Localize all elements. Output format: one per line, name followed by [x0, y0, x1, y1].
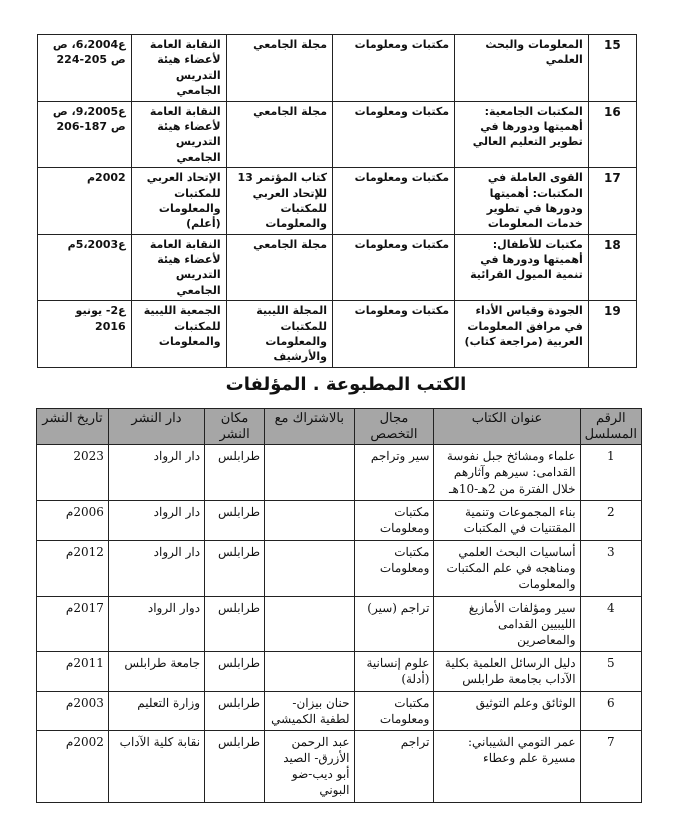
- header-coauthors: بالاشتراك مع: [265, 409, 354, 445]
- book-date: 2017م: [37, 596, 109, 652]
- table-row: [37, 652, 642, 691]
- book-date: 2003م: [37, 691, 109, 730]
- book-title: عمر التومي الشيباني: مسيرة علم وعطاء: [434, 730, 580, 802]
- book-date: 2002م: [37, 730, 109, 802]
- paper-date: ع2- يونيو 2016: [38, 301, 132, 368]
- paper-date: ع9،2005، ص ص 187-206: [38, 101, 132, 168]
- paper-number: 18: [588, 234, 636, 301]
- paper-field: مكتبات ومعلومات: [333, 35, 455, 102]
- table-row: [37, 596, 642, 652]
- book-number: 2: [580, 501, 641, 540]
- header-date: تاريخ النشر: [37, 409, 109, 445]
- paper-title: القوى العاملة في المكتبات: أهميتها ودورها في تطوير خدمات المعلومات: [455, 168, 589, 235]
- book-coauthors: [265, 445, 354, 501]
- header-publisher: دار النشر: [108, 409, 204, 445]
- book-date: 2023: [37, 445, 109, 501]
- table-row: [37, 691, 642, 730]
- book-publisher: دار الرواد: [108, 445, 204, 501]
- book-date: 2012م: [37, 540, 109, 596]
- book-place: طرابلس: [205, 596, 265, 652]
- book-field: تراجم (سير): [354, 596, 434, 652]
- paper-publisher: الإتحاد العربي للمكتبات والمعلومات (أعلم): [131, 168, 226, 235]
- book-title: دليل الرسائل العلمية بكلية الآداب بجامعة طرابلس: [434, 652, 580, 691]
- paper-venue: مجلة الجامعي: [226, 101, 332, 168]
- table-row: [37, 730, 642, 802]
- paper-field: مكتبات ومعلومات: [333, 234, 455, 301]
- book-field: علوم إنسانية (أدلة): [354, 652, 434, 691]
- header-place: مكان النشر: [205, 409, 265, 445]
- book-place: طرابلس: [205, 652, 265, 691]
- paper-venue: مجلة الجامعي: [226, 234, 332, 301]
- paper-date: 2002م: [38, 168, 132, 235]
- paper-number: 19: [588, 301, 636, 368]
- header-field: مجال التخصص: [354, 409, 434, 445]
- book-field: سير وتراجم: [354, 445, 434, 501]
- paper-field: مكتبات ومعلومات: [333, 101, 455, 168]
- book-date: 2006م: [37, 501, 109, 540]
- book-coauthors: [265, 652, 354, 691]
- paper-title: المعلومات والبحث العلمي: [455, 35, 589, 102]
- book-number: 5: [580, 652, 641, 691]
- paper-publisher: النقابة العامة لأعضاء هيئة التدريس الجامعي: [131, 234, 226, 301]
- book-title: بناء المجموعات وتنمية المقتنيات في المكتبات: [434, 501, 580, 540]
- book-coauthors: [265, 596, 354, 652]
- paper-title: المكتبات الجامعية: أهميتها ودورها في تطوير التعليم العالي: [455, 101, 589, 168]
- book-number: 4: [580, 596, 641, 652]
- paper-venue: مجلة الجامعي: [226, 35, 332, 102]
- book-field: تراجم: [354, 730, 434, 802]
- book-coauthors: [265, 501, 354, 540]
- papers-table: [37, 34, 637, 368]
- paper-publisher: الجمعية الليبية للمكتبات والمعلومات: [131, 301, 226, 368]
- book-publisher: وزارة التعليم: [108, 691, 204, 730]
- book-title: الوثائق وعلم التوثيق: [434, 691, 580, 730]
- book-title: أساسيات البحث العلمي ومناهجه في علم المكتبات والمعلومات: [434, 540, 580, 596]
- table-header-row: [37, 409, 642, 445]
- book-place: طرابلس: [205, 730, 265, 802]
- book-title: علماء ومشائخ جبل نفوسة القدامى: سيرهم وآثارهم خلال الفترة من 2هـ-10هـ: [434, 445, 580, 501]
- paper-number: 16: [588, 101, 636, 168]
- paper-title: الجودة وقياس الأداء في مرافق المعلومات العربية (مراجعة كتاب): [455, 301, 589, 368]
- book-place: طرابلس: [205, 445, 265, 501]
- paper-venue: كتاب المؤتمر 13 للإتحاد العربي للمكتبات والمعلومات: [226, 168, 332, 235]
- book-field: مكتبات ومعلومات: [354, 691, 434, 730]
- paper-venue: المجلة الليبية للمكتبات والمعلومات والأرشيف: [226, 301, 332, 368]
- book-coauthors: حنان بيزان- لطفية الكميشي: [265, 691, 354, 730]
- book-place: طرابلس: [205, 691, 265, 730]
- book-publisher: دار الرواد: [108, 540, 204, 596]
- paper-number: 15: [588, 35, 636, 102]
- books-table: [36, 408, 642, 803]
- table-row: [37, 540, 642, 596]
- paper-date: ع6،2004، ص ص 205-224: [38, 35, 132, 102]
- table-row: [37, 501, 642, 540]
- table-row: [38, 168, 637, 235]
- book-publisher: جامعة طرابلس: [108, 652, 204, 691]
- book-number: 7: [580, 730, 641, 802]
- table-row: [38, 35, 637, 102]
- book-field: مكتبات ومعلومات: [354, 501, 434, 540]
- table-row: [38, 101, 637, 168]
- table-row: [38, 234, 637, 301]
- book-date: 2011م: [37, 652, 109, 691]
- paper-title: مكتبات للأطفال: أهميتها ودورها في تنمية الميول القرائية: [455, 234, 589, 301]
- book-field: مكتبات ومعلومات: [354, 540, 434, 596]
- book-number: 6: [580, 691, 641, 730]
- paper-date: ع5،2003م: [38, 234, 132, 301]
- table-row: [37, 445, 642, 501]
- paper-field: مكتبات ومعلومات: [333, 301, 455, 368]
- book-title: سير ومؤلفات الأمازيغ الليبيين القدامى والمعاصرين: [434, 596, 580, 652]
- book-number: 1: [580, 445, 641, 501]
- header-number: الرقم المسلسل: [580, 409, 641, 445]
- book-number: 3: [580, 540, 641, 596]
- paper-publisher: النقابة العامة لأعضاء هيئة التدريس الجامعي: [131, 35, 226, 102]
- book-coauthors: [265, 540, 354, 596]
- header-title: عنوان الكتاب: [434, 409, 580, 445]
- book-publisher: دوار الرواد: [108, 596, 204, 652]
- book-publisher: نقابة كلية الآداب: [108, 730, 204, 802]
- paper-number: 17: [588, 168, 636, 235]
- table-row: [38, 301, 637, 368]
- book-coauthors: عبد الرحمن الأزرق- الصيد أبو ديب-ضو البوني: [265, 730, 354, 802]
- book-place: طرابلس: [205, 501, 265, 540]
- section-heading: الكتب المطبوعة . المؤلفات: [225, 374, 467, 395]
- paper-publisher: النقابة العامة لأعضاء هيئة التدريس الجامعي: [131, 101, 226, 168]
- book-place: طرابلس: [205, 540, 265, 596]
- book-publisher: دار الرواد: [108, 501, 204, 540]
- paper-field: مكتبات ومعلومات: [333, 168, 455, 235]
